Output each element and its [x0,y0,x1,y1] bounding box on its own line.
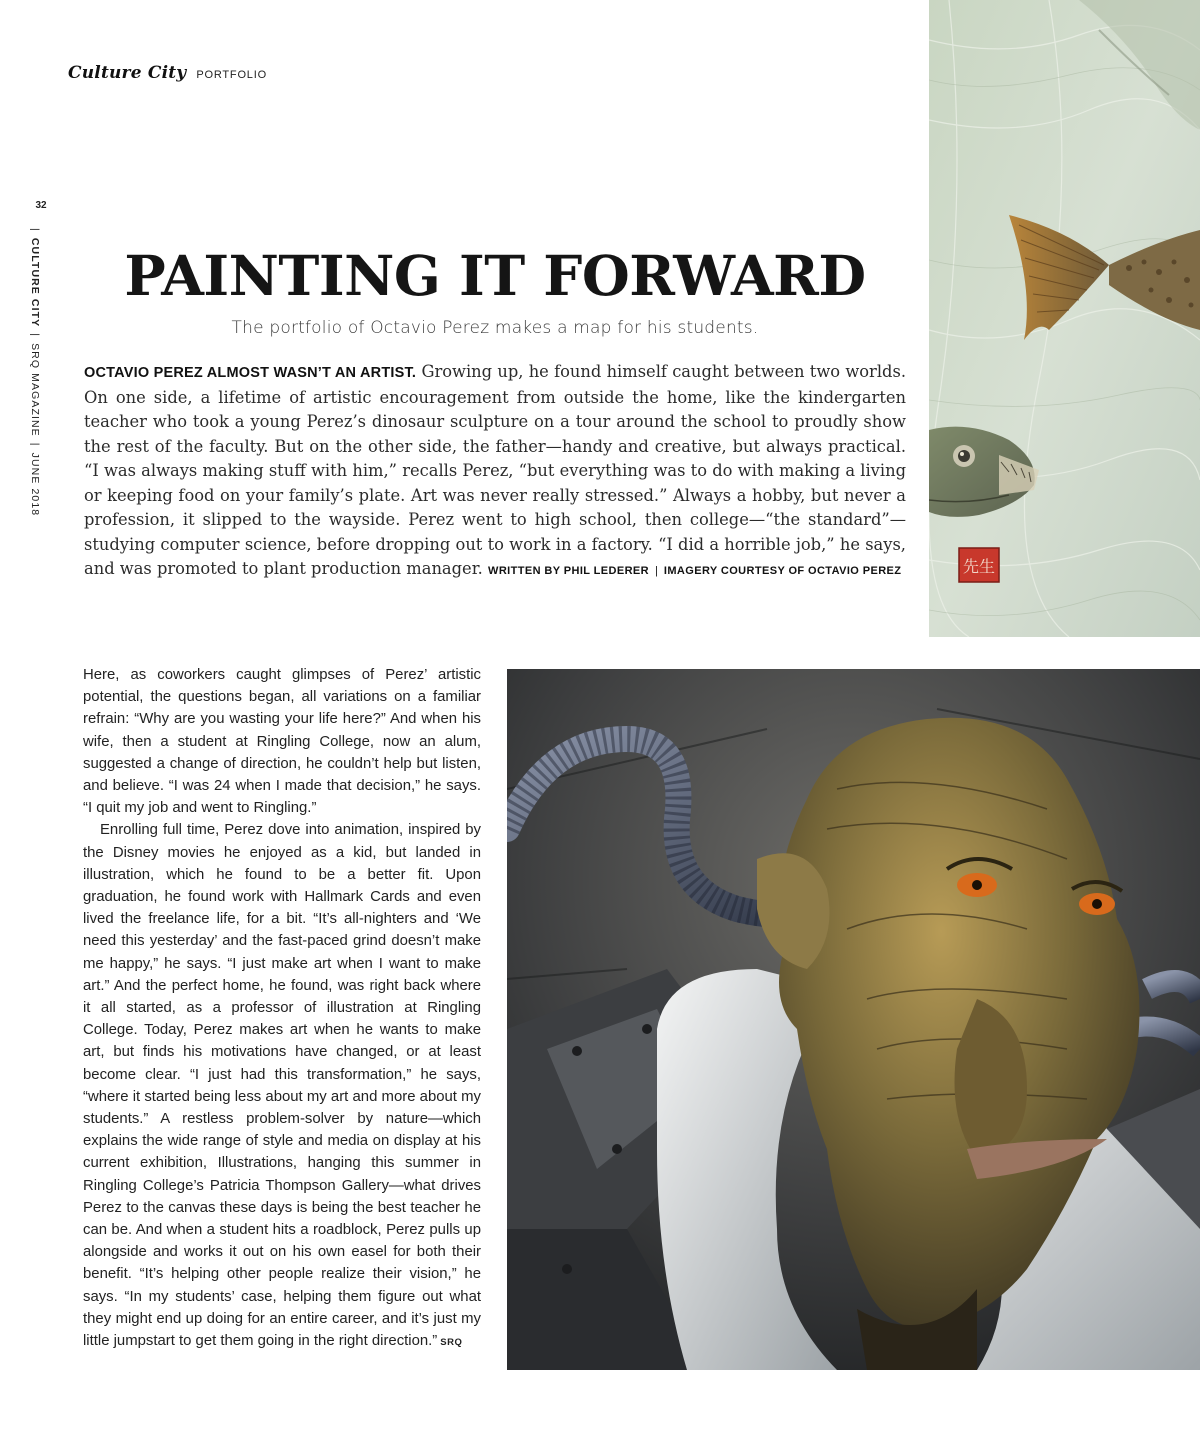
body-paragraph-text: Enrolling full time, Perez dove into animation, inspired by the Disney movies he enjoyed as a kid, but landed in illustration, which he found to be a better fit. Upon graduation, he found work with Hallmark Cards and even lived the freelance life, for a bit. “It’s all-nighters and ‘We need this yesterday’ and the fast-paced grind doesn’t make me happy,” he says. “I just make art when I want to make art.” And the perfect home, he found, was right back where it all started, as a professor of illustration at Ringling College. Today, Perez makes art when he wants to make art, but finds his motivations have changed, or at least become clear. “I just had this transformation,” he says, “where it started being less about my art and more about my students.” A restless problem-solver by nature—which explains the wide range of style and media on display at his current exhibition, Illustrations, hanging this summer in Ringling College’s Patricia Thompson Gallery—what drives Perez to the canvas these days is being the best teacher he can be. And when a student hits a roadblock, Perez pulls up alongside and works it out on his own easel for both their benefit. “It’s helping other people realize their vision,” he says. “In my students’ case, helping them figure out what they might end up doing for an entire career, and it’s just my little jumpstart to get them going in the right direction.” [83,822,481,1350]
section-label: PORTFOLIO [196,69,267,81]
seal-stamp: 先生 [962,557,996,576]
running-header [68,63,267,83]
creature-illustration-image [507,669,1200,1370]
fish-painting-image [929,0,1200,637]
page-number: 32 [35,200,47,211]
byline: WRITTEN BY PHIL LEDERER [488,565,650,577]
folio-separator: | [29,228,41,232]
article-intro [84,360,906,584]
body-paragraph [83,819,481,1354]
folio-line [29,222,41,516]
article-body [83,664,481,1354]
page-folio [31,200,51,520]
body-paragraph: Here, as coworkers caught glimpses of Perez’ artistic potential, the questions began, all variations on a familiar refrain: “Why are you wasting your life here?” And when his wife, then a student at Ringling College, now an alum, suggested a change of direction, he couldn’t help but listen, and believe. “I was 24 when I made that decision,” he says. “I quit my job and went to Ringling.” [83,667,481,817]
section-brand: Culture City [68,63,187,83]
folio-separator: | [29,333,41,338]
folio-issue: JUNE 2018 [29,452,41,517]
end-mark: SRQ [440,1337,463,1349]
folio-publication: SRQ MAGAZINE [29,343,41,437]
lead-in: OCTAVIO PEREZ ALMOST WASN’T AN ARTIST. [84,365,417,381]
article-subtitle: The portfolio of Octavio Perez makes a map for his students. [231,318,759,338]
folio-separator: | [29,442,41,447]
credit-separator: | [655,565,658,577]
image-credit: IMAGERY COURTESY OF OCTAVIO PEREZ [663,565,902,577]
folio-section: CULTURE CITY [29,237,41,328]
intro-text: Growing up, he found himself caught between two worlds. On one side, a lifetime of artistic encouragement from outside the home, like the kindergarten teacher who took a young Perez’s dinosaur sculpture on a tour around the school to proudly show the rest of the faculty. But on the other side, the father—handy and creative, but always practical. “I was always making stuff with him,” recalls Perez, “but everything was to do with making a living or keeping food on your family’s plate. Art was never really stressed.” Always a hobby, but never a profession, it slipped to the wayside. Perez went to high school, then college—“the standard”—studying computer science, before dropping out to work in a factory. “I did a horrible job,” he says, and was promoted to plant production manager. [84,362,907,578]
article-title: PAINTING IT FORWARD [124,243,866,308]
